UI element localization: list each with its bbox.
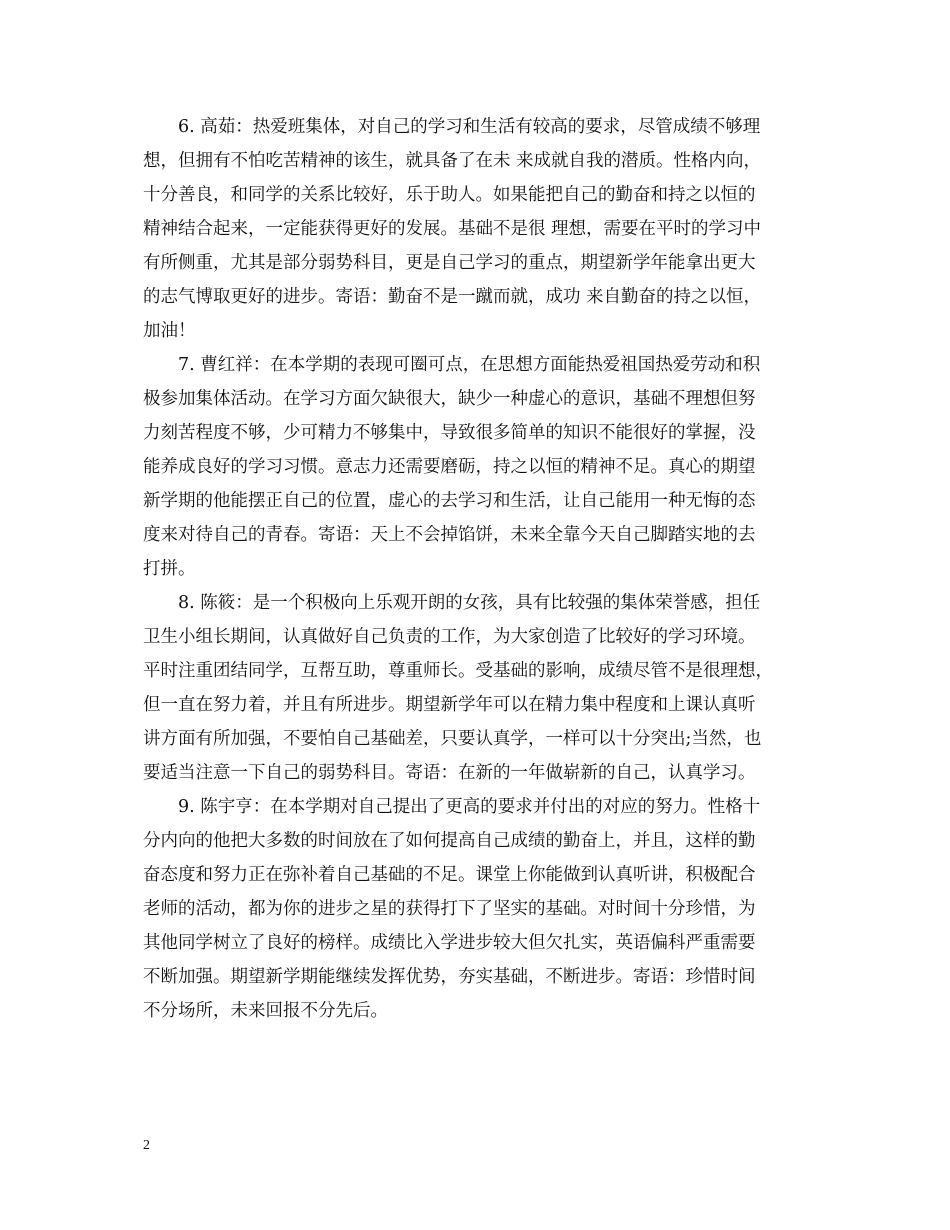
paragraph-6-line-1: 6. 高茹：热爱班集体，对自己的学习和生活有较高的要求，尽管成绩不够理 xyxy=(178,117,761,137)
paragraph-6-line-4: 精神结合起来，一定能获得更好的发展。基础不是很 理想，需要在平时的学习中 xyxy=(143,219,762,239)
paragraph-8-line-2: 卫生小组长期间，认真做好自己负责的工作，为大家创造了比较好的学习环境。 xyxy=(143,627,756,647)
paragraph-8-line-6: 要适当注意一下自己的弱势科目。寄语：在新的一年做崭新的自己，认真学习。 xyxy=(143,763,756,783)
paragraph-8-line-5: 讲方面有所加强，不要怕自己基础差，只要认真学，一样可以十分突出;当然，也 xyxy=(143,729,762,749)
page-number: 2 xyxy=(143,1138,150,1153)
paragraph-7-line-2: 极参加集体活动。在学习方面欠缺很大，缺少一种虚心的意识，基础不理想但努 xyxy=(143,389,756,409)
paragraph-6-line-6: 的志气博取更好的进步。寄语：勤奋不是一蹴而就，成功 来自勤奋的持之以恒， xyxy=(143,287,762,307)
paragraph-6-line-7: 加油！ xyxy=(143,321,196,341)
paragraph-6-line-3: 十分善良，和同学的关系比较好，乐于助人。如果能把自己的勤奋和持之以恒的 xyxy=(143,185,756,205)
paragraph-9-line-7: 不分场所，未来回报不分先后。 xyxy=(143,1001,388,1021)
paragraph-7-line-7: 打拼。 xyxy=(143,559,196,579)
paragraph-7-line-6: 度来对待自己的青春。寄语：天上不会掉馅饼，未来全靠今天自己脚踏实地的去 xyxy=(143,525,756,545)
paragraph-7-line-3: 力刻苦程度不够，少可精力不够集中，导致很多简单的知识不能很好的掌握，没 xyxy=(143,423,756,443)
paragraph-9-line-3: 奋态度和努力正在弥补着自己基础的不足。课堂上你能做到认真听讲，积极配合 xyxy=(143,865,756,885)
paragraph-6-line-2: 想，但拥有不怕吃苦精神的该生，就具备了在未 来成就自我的潜质。性格内向， xyxy=(143,151,762,171)
paragraph-8-line-3: 平时注重团结同学，互帮互助，尊重师长。受基础的影响，成绩尽管不是很理想， xyxy=(143,661,773,681)
paragraph-8-line-1: 8. 陈筱：是一个积极向上乐观开朗的女孩，具有比较强的集体荣誉感，担任 xyxy=(178,593,761,613)
paragraph-8-line-4: 但一直在努力着，并且有所进步。期望新学年可以在精力集中程度和上课认真听 xyxy=(143,695,756,715)
paragraph-9-line-5: 其他同学树立了良好的榜样。成绩比入学进步较大但欠扎实，英语偏科严重需要 xyxy=(143,933,756,953)
paragraph-9-line-2: 分内向的他把大多数的时间放在了如何提高自己成绩的勤奋上，并且，这样的勤 xyxy=(143,831,756,851)
paragraph-7-line-1: 7. 曹红祥：在本学期的表现可圈可点，在思想方面能热爱祖国热爱劳动和积 xyxy=(178,355,761,375)
paragraph-7-line-5: 新学期的他能摆正自己的位置，虚心的去学习和生活，让自己能用一种无悔的态 xyxy=(143,491,756,511)
paragraph-7-line-4: 能养成良好的学习习惯。意志力还需要磨砺，持之以恒的精神不足。真心的期望 xyxy=(143,457,756,477)
paragraph-9-line-4: 老师的活动，都为你的进步之星的获得打下了坚实的基础。对时间十分珍惜，为 xyxy=(143,899,756,919)
paragraph-6-line-5: 有所侧重，尤其是部分弱势科目，更是自己学习的重点，期望新学年能拿出更大 xyxy=(143,253,756,273)
paragraph-9-line-1: 9. 陈宇亨：在本学期对自己提出了更高的要求并付出的对应的努力。性格十 xyxy=(178,797,761,817)
paragraph-9-line-6: 不断加强。期望新学期能继续发挥优势，夯实基础，不断进步。寄语：珍惜时间 xyxy=(143,967,756,987)
